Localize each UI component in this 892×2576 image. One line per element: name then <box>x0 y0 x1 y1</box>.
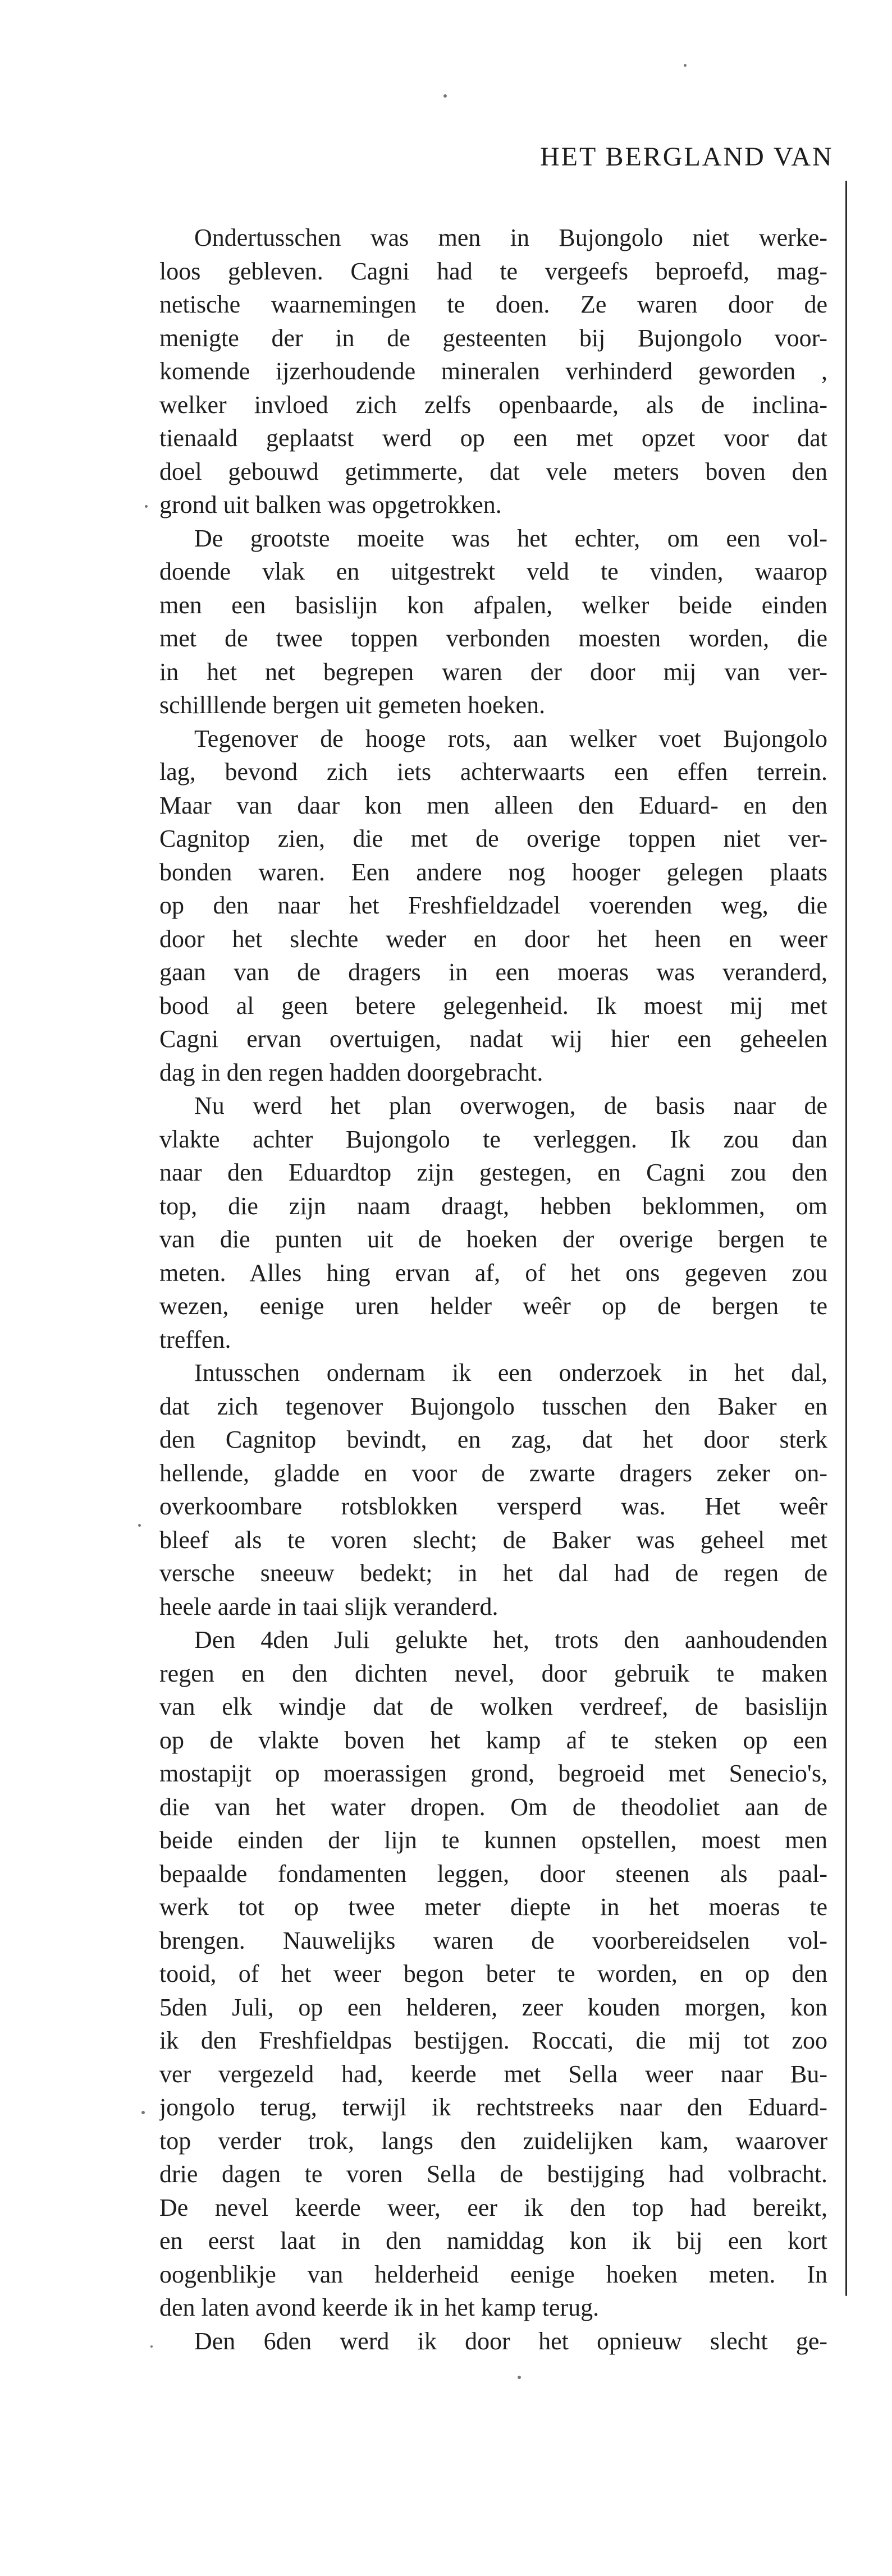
text-line: werk tot op twee meter diepte in het moeras te <box>159 1893 827 1921</box>
text-line: door het slechte weder en door het heen en weer <box>159 925 827 953</box>
text-line: versche sneeuw bedekt; in het dal had de regen de <box>159 1559 827 1587</box>
text-line: De nevel keerde weer, eer ik den top had bereikt, <box>159 2193 827 2221</box>
text-line: oogenblikje van helderheid eenige hoeken meten. In <box>159 2260 827 2288</box>
text-line: van die punten uit de hoeken der overige bergen te <box>159 1225 827 1253</box>
text-block <box>159 221 827 2358</box>
text-line: dag in den regen hadden doorgebracht. <box>159 1058 543 1086</box>
text-line: 5den Juli, op een helderen, zeer kouden morgen, kon <box>159 1993 827 2021</box>
text-line: bonden waren. Een andere nog hooger gelegen plaats <box>159 858 827 886</box>
text-line: en eerst laat in den namiddag kon ik bij een kort <box>159 2227 827 2254</box>
text-line: Ondertusschen was men in Bujongolo niet werke- <box>194 224 827 251</box>
text-line: op den naar het Freshfieldzadel voerenden weg, die <box>159 892 827 919</box>
text-line: lag, bevond zich iets achterwaarts een effen terrein. <box>159 758 827 786</box>
text-line: top verder trok, langs den zuidelijken kam, waarover <box>159 2127 827 2155</box>
text-line: dat zich tegenover Bujongolo tusschen den Baker en <box>159 1392 827 1420</box>
text-line: regen en den dichten nevel, door gebruik te maken <box>159 1659 827 1687</box>
text-line: komende ijzerhoudende mineralen verhinderd geworden , <box>159 357 827 385</box>
text-line: Cagnitop zien, die met de overige toppen niet ver- <box>159 825 827 852</box>
text-line: die van het water dropen. Om de theodoliet aan de <box>159 1793 827 1821</box>
text-line: men een basislijn kon afpalen, welker beide einden <box>159 591 827 619</box>
text-line: brengen. Nauwelijks waren de voorbereidselen vol- <box>159 1926 827 1954</box>
text-line: bepaalde fondamenten leggen, door steenen als paal- <box>159 1859 827 1888</box>
text-line: doende vlak en uitgestrekt veld te vinden, waarop <box>159 558 827 585</box>
text-line: drie dagen te voren Sella de bestijging had volbracht. <box>159 2160 827 2188</box>
page-edge-line <box>845 181 847 2296</box>
text-line: netische waarnemingen te doen. Ze waren door de <box>159 291 827 318</box>
text-line: top, die zijn naam draagt, hebben beklommen, om <box>159 1192 827 1220</box>
scan-speck <box>138 1524 141 1527</box>
text-line: Maar van daar kon men alleen den Eduard- en den <box>159 791 827 819</box>
text-line: Tegenover de hooge rots, aan welker voet Bujongolo <box>194 724 827 752</box>
text-line: Nu werd het plan overwogen, de basis naar de <box>194 1092 827 1119</box>
text-line: tienaald geplaatst werd op een met opzet voor dat <box>159 424 827 452</box>
text-line: meten. Alles hing ervan af, of het ons gegeven zou <box>159 1259 827 1287</box>
text-line: loos gebleven. Cagni had te vergeefs beproefd, mag- <box>159 257 827 285</box>
text-line: hellende, gladde en voor de zwarte dragers zeker on- <box>159 1459 827 1487</box>
text-line: met de twee toppen verbonden moesten worden, die <box>159 625 827 652</box>
text-line: overkoombare rotsblokken versperd was. Het weêr <box>159 1493 827 1520</box>
text-line: welker invloed zich zelfs openbaarde, als de inclina- <box>159 391 827 419</box>
text-line: grond uit balken was opgetrokken. <box>159 491 502 518</box>
scan-speck <box>443 94 447 98</box>
text-line: op de vlakte boven het kamp af te steken op een <box>159 1726 827 1754</box>
scan-speck <box>145 505 148 508</box>
text-line: ver vergezeld had, keerde met Sella weer naar Bu- <box>159 2060 827 2088</box>
text-line: gaan van de dragers in een moeras was veranderd, <box>159 958 827 986</box>
text-line: bood al geen betere gelegenheid. Ik moest mij met <box>159 991 827 1020</box>
scan-speck <box>684 64 687 67</box>
text-line: van elk windje dat de wolken verdreef, de basislijn <box>159 1693 827 1720</box>
scan-speck <box>150 2345 153 2348</box>
running-header: HET BERGLAND VAN <box>540 142 834 172</box>
text-line: ik den Freshfieldpas bestijgen. Roccati, die mij tot zoo <box>159 2027 827 2054</box>
text-line: Cagni ervan overtuigen, nadat wij hier een geheelen <box>159 1025 827 1053</box>
text-line: vlakte achter Bujongolo te verleggen. Ik zou dan <box>159 1125 827 1153</box>
text-line: naar den Eduardtop zijn gestegen, en Cagni zou den <box>159 1159 827 1186</box>
text-line: bleef als te voren slecht; de Baker was geheel met <box>159 1526 827 1554</box>
text-line: Den 4den Juli gelukte het, trots den aanhoudenden <box>194 1626 827 1654</box>
text-line: mostapijt op moerassigen grond, begroeid met Senecio's, <box>159 1760 827 1787</box>
text-line: wezen, eenige uren helder weêr op de bergen te <box>159 1292 827 1320</box>
text-line: doel gebouwd getimmerte, dat vele meters boven den <box>159 457 827 485</box>
text-line: tooid, of het weer begon beter te worden, en op den <box>159 1960 827 1987</box>
text-line: menigte der in de gesteenten bij Bujongolo voor- <box>159 324 827 352</box>
text-line: beide einden der lijn te kunnen opstellen, moest men <box>159 1826 827 1854</box>
text-line: Intusschen ondernam ik een onderzoek in het dal, <box>194 1359 827 1386</box>
text-line: den laten avond keerde ik in het kamp terug. <box>159 2294 600 2321</box>
text-line: in het net begrepen waren der door mij van ver- <box>159 658 827 686</box>
scan-speck <box>141 2111 145 2114</box>
text-line: jongolo terug, terwijl ik rechtstreeks naar den Eduard- <box>159 2093 827 2121</box>
text-line: heele aarde in taai slijk veranderd. <box>159 1592 498 1620</box>
text-line: treffen. <box>159 1325 231 1353</box>
text-line: Den 6den werd ik door het opnieuw slecht ge- <box>194 2327 827 2355</box>
scan-speck <box>518 2376 521 2379</box>
text-line: De grootste moeite was het echter, om een vol- <box>194 524 827 552</box>
text-line: den Cagnitop bevindt, en zag, dat het door sterk <box>159 1426 827 1453</box>
text-line: schilllende bergen uit gemeten hoeken. <box>159 691 546 719</box>
